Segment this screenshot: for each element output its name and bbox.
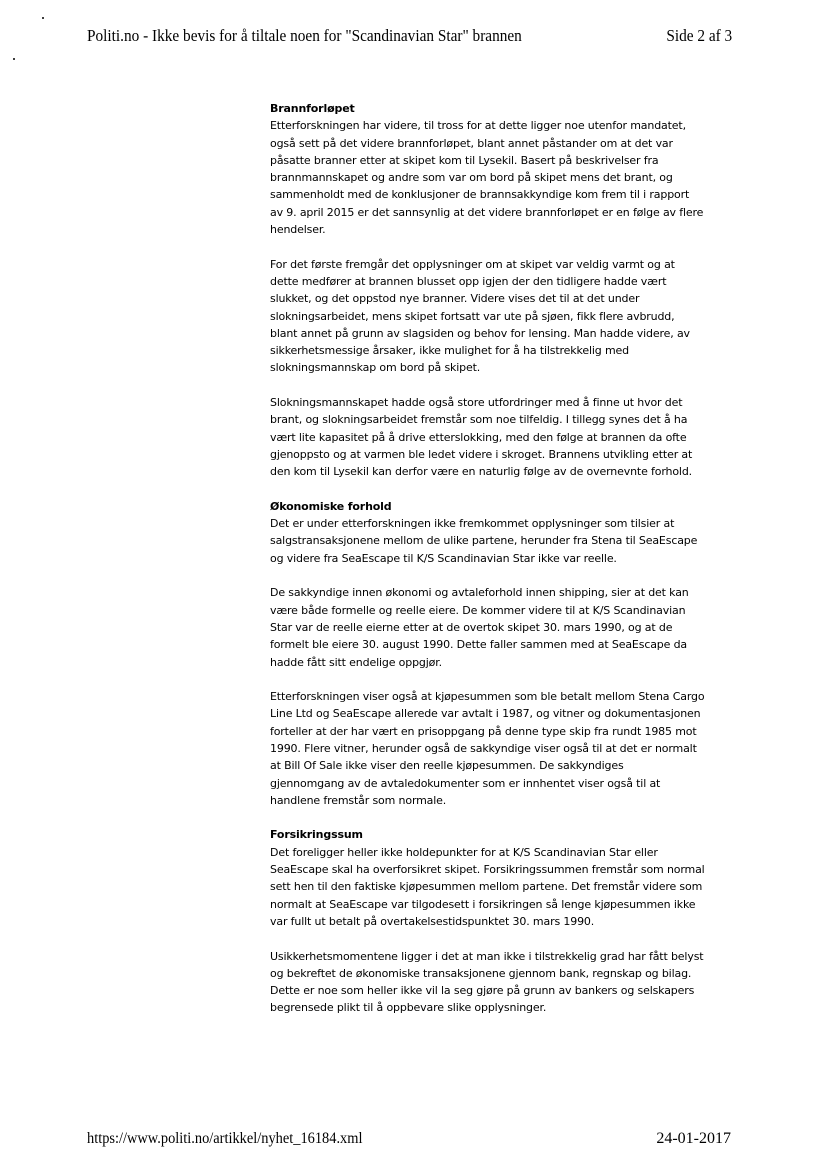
- text-line: sikkerhetsmessige årsaker, ikke mulighet for å ha tilstrekkelig med: [270, 344, 629, 358]
- text-line: formelt ble eiere 30. august 1990. Dette faller sammen med at SeaEscape da: [270, 638, 688, 652]
- text-line: 1990. Flere vitner, herunder også de sakkyndige viser også til at det er normalt: [270, 741, 697, 755]
- text-line: og bekreftet de økonomiske transaksjonene gjennom bank, regnskap og bilag.: [270, 966, 692, 980]
- text-line: hendelser.: [270, 223, 326, 237]
- text-line: begrensede plikt til å oppbevare slike opplysninger.: [270, 1001, 547, 1015]
- text-line: normalt at SeaEscape var tilgodesett i forsikringen så lenge kjøpesummen ikke: [270, 897, 696, 911]
- text-line: SeaEscape skal ha overforsikret skipet. Forsikringssummen fremstår som normal: [270, 863, 705, 877]
- article-body: [270, 100, 745, 1034]
- text-line: gjenoppsto og at varmen ble ledet videre i skroget. Brannens utvikling etter at: [270, 447, 693, 461]
- text-line: forteller at der har vært en prisoppgang på denne type skip fra rundt 1985 mot: [270, 724, 697, 738]
- text-line: at Bill Of Sale ikke viser den reelle kjøpesummen. De sakkyndiges: [270, 759, 624, 773]
- text-line: Det er under etterforskningen ikke fremkommet opplysninger som tilsier at: [270, 517, 675, 531]
- section-heading: Forsikringssum: [270, 828, 363, 842]
- paragraph: [270, 117, 745, 238]
- text-line: Usikkerhetsmomentene ligger i det at man ikke i tilstrekkelig grad har fått belyst: [270, 949, 704, 963]
- text-line: slukket, og det oppstod nye branner. Videre vises det til at det under: [270, 292, 640, 306]
- footer-date: 24-01-2017: [656, 1130, 731, 1147]
- header-title: Politi.no - Ikke bevis for å tiltale noen for "Scandinavian Star" brannen: [87, 26, 522, 45]
- text-line: slokningsmannskap om bord på skipet.: [270, 361, 481, 375]
- paragraph: [270, 688, 745, 809]
- text-line: sett hen til den faktiske kjøpesummen mellom partene. Det fremstår videre som: [270, 880, 703, 894]
- text-line: være både formelle og reelle eiere. De kommer videre til at K/S Scandinavian: [270, 603, 686, 617]
- section-heading: Økonomiske forhold: [270, 499, 392, 513]
- text-line: Det foreligger heller ikke holdepunkter for at K/S Scandinavian Star eller: [270, 845, 658, 859]
- section-heading: Brannforløpet: [270, 102, 355, 115]
- text-line: handlene fremstår som normale.: [270, 793, 447, 807]
- footer-url: https://www.politi.no/artikkel/nyhet_16184.xml: [87, 1130, 363, 1147]
- text-line: Slokningsmannskapet hadde også store utfordringer med å finne ut hvor det: [270, 396, 683, 410]
- paragraph: [270, 948, 745, 1017]
- text-line: sammenholdt med de konklusjoner de brannsakkyndige kom frem til i rapport: [270, 188, 690, 202]
- text-line: brannmannskapet og andre som var om bord på skipet mens det brant, og: [270, 171, 673, 185]
- paragraph: [270, 844, 745, 930]
- text-line: Line Ltd og SeaEscape allerede var avtalt i 1987, og vitner og dokumentasjonen: [270, 707, 701, 721]
- text-line: hadde fått sitt endelige oppgjør.: [270, 655, 442, 669]
- text-line: salgstransaksjonene mellom de ulike partene, herunder fra Stena til SeaEscape: [270, 534, 698, 548]
- paragraph: [270, 584, 745, 670]
- text-line: den kom til Lysekil kan derfor være en naturlig følge av de overnevnte forhold.: [270, 465, 693, 479]
- text-line: dette medfører at brannen blusset opp igjen der den tidligere hadde vært: [270, 274, 667, 288]
- text-line: slokningsarbeidet, mens skipet fortsatt var ute på sjøen, fikk flere avbrudd,: [270, 309, 675, 323]
- text-line: Star var de reelle eierne etter at de overtok skipet 30. mars 1990, og at de: [270, 620, 673, 634]
- text-line: av 9. april 2015 er det sannsynlig at det videre brannforløpet er en følge av flere: [270, 205, 704, 219]
- text-line: også sett på det videre brannforløpet, blant annet påstander om at det var: [270, 136, 673, 150]
- text-line: blant annet på grunn av slagsiden og behov for lensing. Man hadde videre, av: [270, 326, 690, 340]
- scan-speck: [42, 17, 44, 19]
- text-line: gjennomgang av de avtaledokumenter som er innhentet viser også til at: [270, 776, 661, 790]
- paragraph: [270, 394, 745, 480]
- text-line: Etterforskningen har videre, til tross for at dette ligger noe utenfor mandatet,: [270, 119, 686, 133]
- paragraph: [270, 256, 745, 377]
- text-line: vært lite kapasitet på å drive etterslokking, med den følge at brannen da ofte: [270, 430, 687, 444]
- page-number: Side 2 af 3: [666, 26, 732, 45]
- text-line: Dette er noe som heller ikke vil la seg gjøre på grunn av bankers og selskapers: [270, 984, 695, 998]
- text-line: påsatte branner etter at skipet kom til Lysekil. Basert på beskrivelser fra: [270, 153, 659, 167]
- text-line: var fullt ut betalt på overtakelsestidspunktet 30. mars 1990.: [270, 914, 595, 928]
- text-line: For det første fremgår det opplysninger om at skipet var veldig varmt og at: [270, 257, 675, 271]
- paragraph: [270, 515, 745, 567]
- text-line: brant, og slokningsarbeidet fremstår som noe tilfeldig. I tillegg synes det å ha: [270, 413, 688, 427]
- text-line: Etterforskningen viser også at kjøpesummen som ble betalt mellom Stena Cargo: [270, 690, 705, 704]
- scan-speck: [13, 58, 15, 60]
- text-line: De sakkyndige innen økonomi og avtaleforhold innen shipping, sier at det kan: [270, 586, 689, 600]
- text-line: og videre fra SeaEscape til K/S Scandinavian Star ikke var reelle.: [270, 551, 617, 565]
